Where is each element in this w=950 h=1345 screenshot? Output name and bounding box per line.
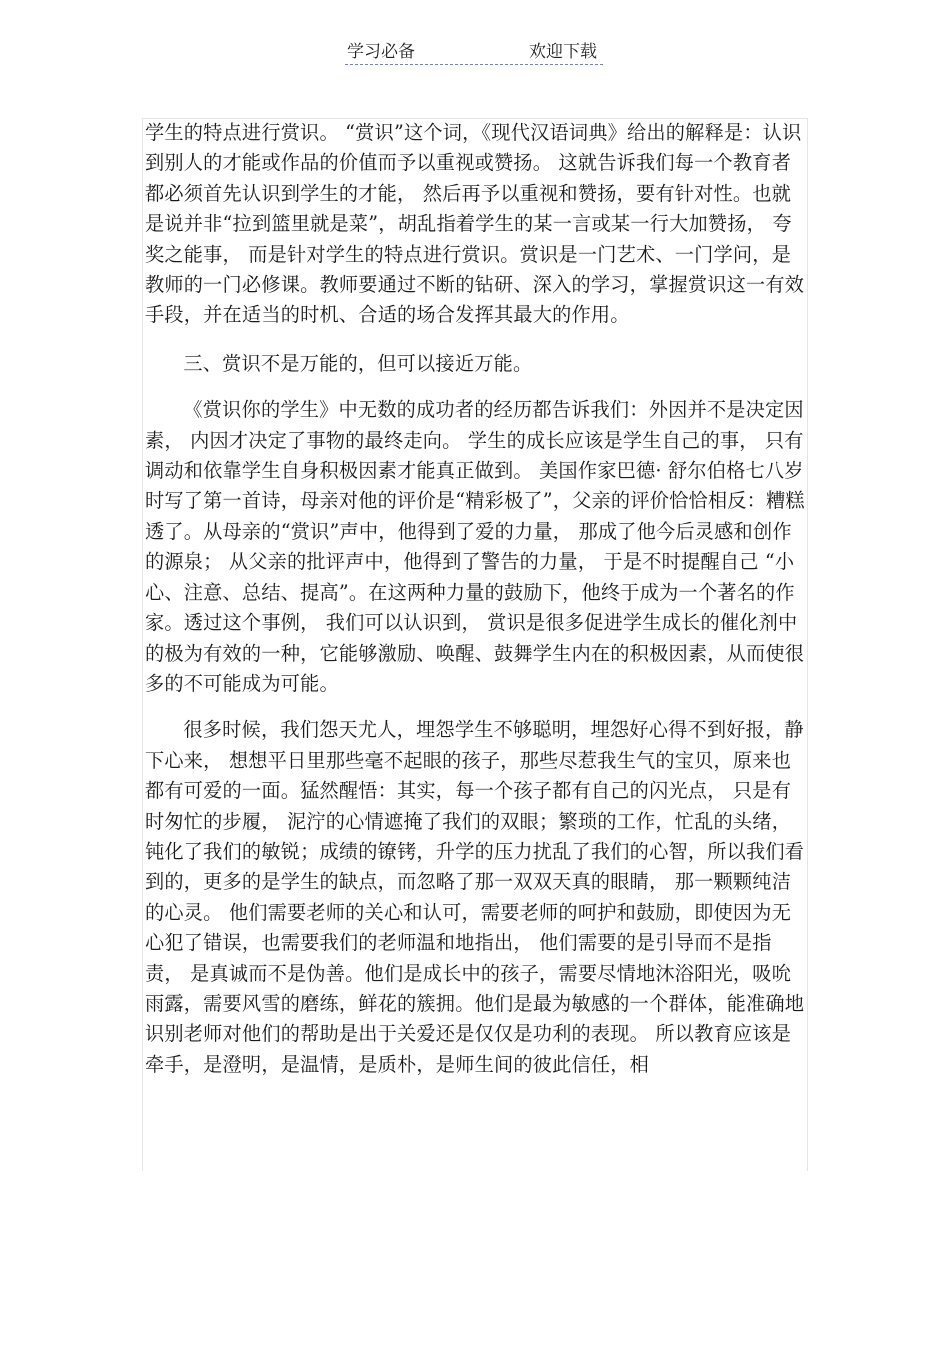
header-right-text: 欢迎下载 [529,42,597,62]
paragraph-1: 学生的特点进行赏识。 “赏识”这个词，《现代汉语词典》给出的解释是：认识到别人的才能或作品的价值而予以重视或赞扬。 这就告诉我们每一个教育者都必须首先认识到学生的才能， 然后再予以重视和赞扬，要有针对性。也就是说并非“拉到篮里就是菜”，胡乱指着学生的某一言或某一行大加赞扬， 夸奖之能事， 而是针对学生的特点进行赏识。赏识是一门艺术、一门学问，是教师的一门必修课。教师要通过不断的钻研、深入的学习，掌握赏识这一有效手段，并在适当的时机、合适的场合发挥其最大的作用。 [145,121,805,327]
section-heading: 三、赏识不是万能的，但可以接近万能。 [183,351,533,375]
paragraph-2: 《赏识你的学生》中无数的成功者的经历都告诉我们：外因并不是决定因素， 内因才决定了事物的最终走向。 学生的成长应该是学生自己的事， 只有调动和依靠学生自身积极因素才能真正做到。 美国作家巴德· 舒尔伯格七八岁时写了第一首诗，母亲对他的评价是“精彩极了”，父亲的评价恰恰相反：糟糕透了。从母亲的“赏识”声中，他得到了爱的力量， 那成了他今后灵感和创作的源泉； 从父亲的批评声中，他得到了警告的力量， 于是不时提醒自己 “小心、注意、总结、提高”。在这两种力量的鼓励下，他终于成为一个著名的作家。透过这个事例， 我们可以认识到， 赏识是很多促进学生成长的催化剂中的极为有效的一种，它能够激励、唤醒、鼓舞学生内在的积极因素，从而使很多的不可能成为可能。 [145,398,805,695]
document-body [145,118,805,1096]
header-left-text: 学习必备 [347,42,415,62]
paragraph-3: 很多时候，我们怨天尤人，埋怨学生不够聪明，埋怨好心得不到好报，静下心来， 想想平日里那些毫不起眼的孩子，那些尽惹我生气的宝贝，原来也都有可爱的一面。猛然醒悟：其实，每一个孩子都有自己的闪光点， 只是有时匆忙的步履， 泥泞的心情遮掩了我们的双眼；繁琐的工作，忙乱的头绪，钝化了我们的敏锐；成绩的镣铐，升学的压力扰乱了我们的心智，所以我们看到的，更多的是学生的缺点，而忽略了那一双双天真的眼睛， 那一颗颗纯洁的心灵。 他们需要老师的关心和认可，需要老师的呵护和鼓励，即使因为无心犯了错误，也需要我们的老师温和地指出， 他们需要的是引导而不是指责， 是真诚而不是伪善。他们是成长中的孩子，需要尽情地沐浴阳光，吸吮雨露，需要风雪的磨练，鲜花的簇拥。他们是最为敏感的一个群体，能准确地识别老师对他们的帮助是出于关爱还是仅仅是功利的表现。 所以教育应该是牵手，是澄明，是温情，是质朴，是师生间的彼此信任，相 [145,718,805,1076]
page-header [345,40,603,65]
